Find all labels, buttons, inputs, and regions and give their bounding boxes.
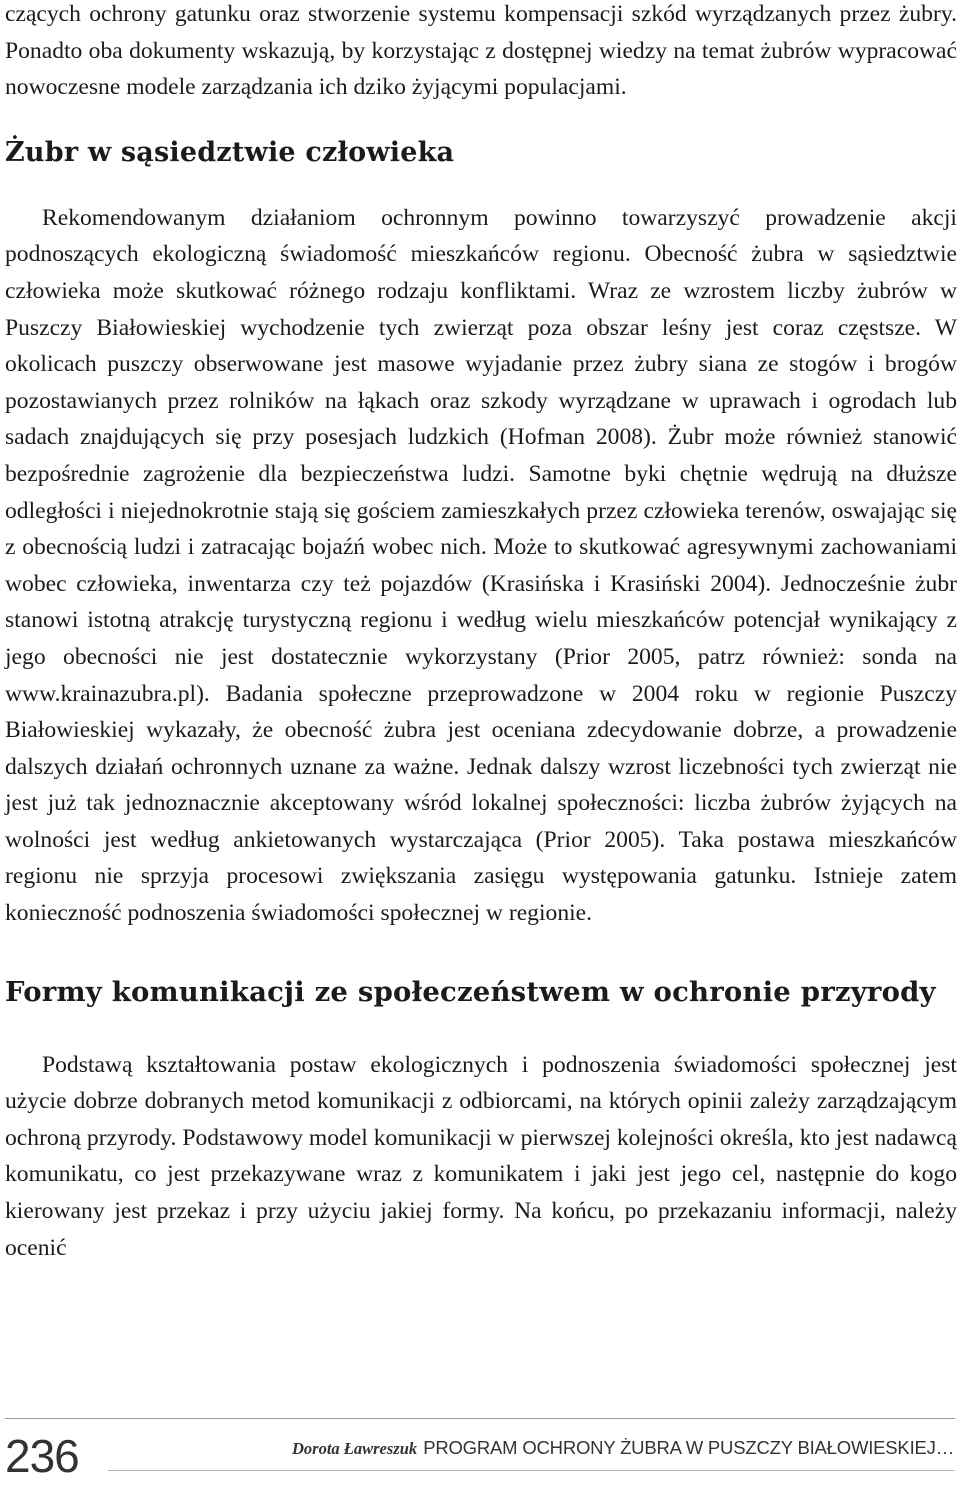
footer-divider-bottom bbox=[108, 1470, 955, 1471]
footer-title: PROGRAM OCHRONY ŻUBRA W PUSZCZY BIAŁOWIESKIEJ… bbox=[423, 1437, 954, 1458]
running-footer bbox=[292, 1436, 954, 1461]
page-number: 236 bbox=[5, 1430, 79, 1482]
section-heading-formy-komunikacji: Formy komunikacji ze społeczeństwem w ochronie przyrody bbox=[5, 975, 936, 1008]
footer-divider-top bbox=[5, 1418, 955, 1419]
section-heading-zubr: Żubr w sąsiedztwie człowieka bbox=[5, 136, 455, 168]
document-page bbox=[5, 0, 957, 1266]
section-paragraph-zubr: Rekomendowanym działaniom ochronnym powinno towarzyszyć prowadzenie akcji podnoszących ekologiczną świadomość mieszkańców regionu. Obecność żubra w sąsiedztwie człowieka może skutkować różnego rodzaju konfliktami. Wraz ze wzrostem liczby żubrów w Puszczy Białowieskiej wychodzenie tych zwierząt poza obszar leśny jest coraz częstsze. W okolicach puszczy obserwowane jest masowe wyjadanie przez żubry siana ze stogów i brogów pozostawianych przez rolników na łąkach oraz szkody wyrządzane w uprawach i ogrodach lub sadach znajdujących się przy posesjach ludzkich (Hofman 2008). Żubr może również stanowić bezpośrednie zagrożenie dla bezpieczeństwa ludzi. Samotne byki chętnie wędrują na dłuższe odległości i niejednokrotnie stają się gościem zamieszkałych przez człowieka terenów, oswajając się z obecnością ludzi i zatracając bojaźń wobec nich. Może to skutkować agresywnymi zachowaniami wobec człowieka, inwentarza czy też pojazdów (Krasińska i Krasiński 2004). Jednocześnie żubr stanowi istotną atrakcję turystyczną regionu i według wielu mieszkańców potencjał wynikający z jego obecności nie jest dostatecznie wykorzystany (Prior 2005, patrz również: sonda na www.krainazubra.pl). Badania społeczne przeprowadzone w 2004 roku w regionie Puszczy Białowieskiej wykazały, że obecność żubra jest oceniana zdecydowanie dobrze, a prowadzenie dalszych działań ochronnych uznane za ważne. Jednak dalszy wzrost liczebności tych zwierząt nie jest już tak jednoznacznie akceptowany wśród lokalnej społeczności: liczba żubrów żyjących na wolności jest według ankietowanych wystarczająca (Prior 2005). Taka postawa mieszkańców regionu nie sprzyja procesowi zwiększania zasięgu występowania gatunku. Istnieje zatem konieczność podnoszenia świadomości społecznej w regionie. bbox=[5, 204, 957, 927]
intro-paragraph: czących ochrony gatunku oraz stworzenie systemu kompensacji szkód wyrządzanych przez żubry. Ponadto oba dokumenty wskazują, by korzystając z dostępnej wiedzy na temat żubrów wypracować nowoczesne modele zarządzania ich dziko żyjącymi populacjami. bbox=[5, 1, 957, 101]
section-paragraph-formy-komunikacji: Podstawą kształtowania postaw ekologicznych i podnoszenia świadomości społecznej jest użycie dobrze dobranych metod komunikacji z odbiorcami, na których opinii zależy zarządzającym ochroną przyrody. Podstawowy model komunikacji w pierwszej kolejności określa, kto jest nadawcą komunikatu, co jest przekazywane wraz z komunikatem i jaki jest jego cel, następnie do kogo kierowany jest przekaz i przy użyciu jakiej formy. Na końcu, po przekazaniu informacji, należy ocenić bbox=[5, 1051, 957, 1261]
footer-author: Dorota Ławreszuk bbox=[291, 1439, 418, 1458]
